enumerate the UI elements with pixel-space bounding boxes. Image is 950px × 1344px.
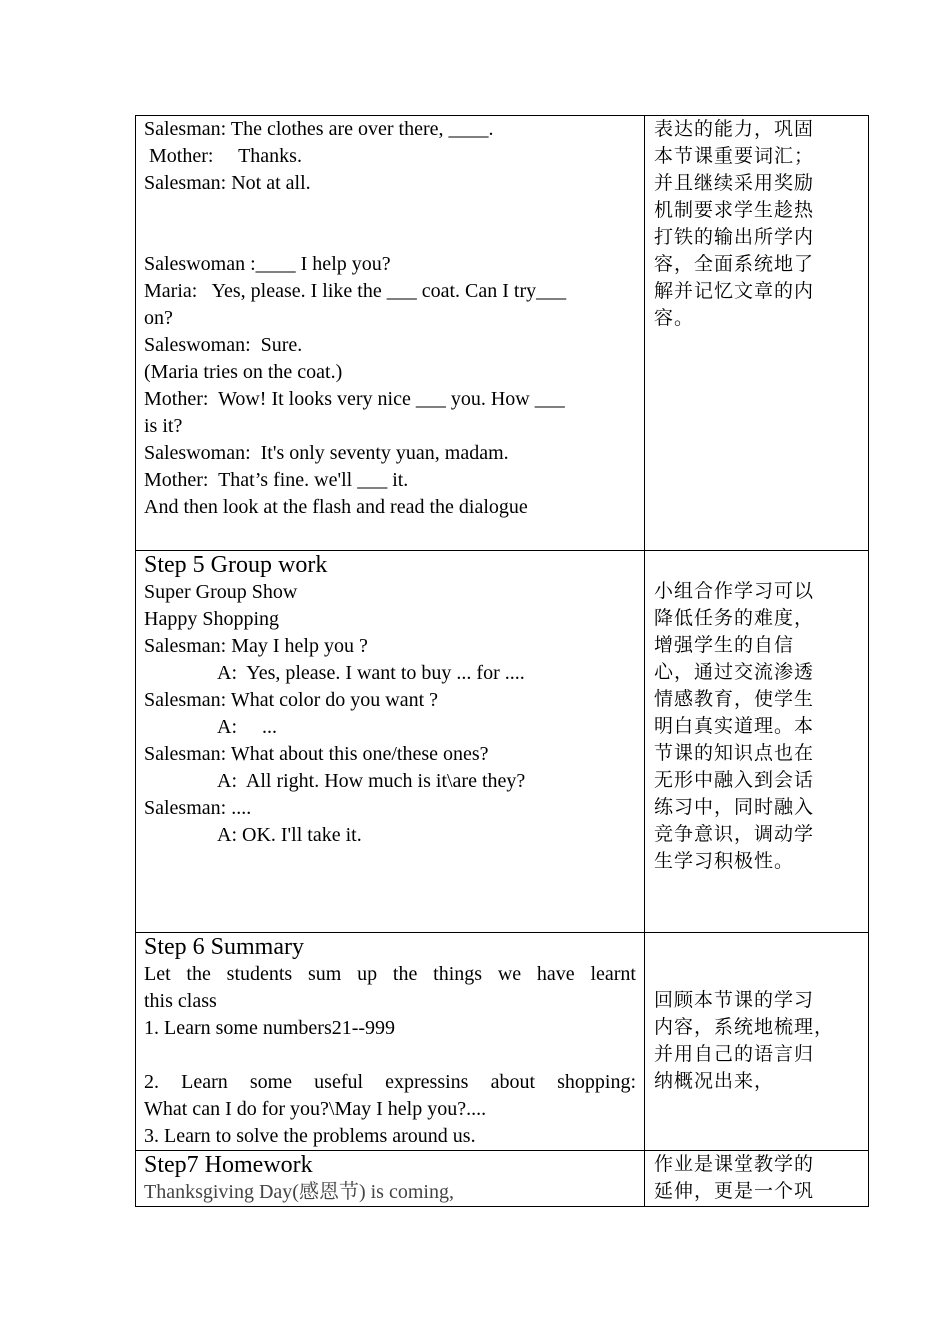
text-line: is it?	[144, 415, 183, 437]
spacer	[654, 551, 860, 578]
text-line: Saleswoman: It's only seventy yuan, madam.	[144, 442, 509, 464]
note-line: 本节课重要词汇；	[654, 145, 815, 167]
text-line: Maria: Yes, please. I like the ___ coat. Can I try___	[144, 280, 567, 302]
text-line: Salesman: The clothes are over there, ____.	[144, 118, 494, 140]
step-heading: Step7 Homework	[144, 1152, 313, 1178]
table-row	[136, 933, 869, 1151]
text-line: Saleswoman: Sure.	[144, 334, 303, 356]
text-line: 2. Learn some useful expressins about shopping:	[144, 1071, 636, 1093]
note-line: 情感教育，使学生	[654, 688, 815, 710]
text-line: A: Yes, please. I want to buy ... for ....	[217, 662, 525, 684]
spacer	[654, 933, 860, 960]
lesson-plan-table	[135, 115, 869, 1207]
notes-cell	[645, 933, 869, 1151]
note-line: 表达的能力，巩固	[654, 118, 815, 140]
text-line: Salesman: What about this one/these ones?	[144, 743, 489, 765]
text-line: Mother: Wow! It looks very nice ___ you. How ___	[144, 388, 565, 410]
spacer	[654, 960, 860, 987]
text-line: Super Group Show	[144, 581, 298, 603]
text-line: Let the students sum up the things we have learnt	[144, 963, 636, 985]
note-line: 机制要求学生趁热	[654, 199, 815, 221]
text-line: Mother: That’s fine. we'll ___ it.	[144, 469, 409, 491]
dialogue-cell	[136, 116, 645, 551]
note-line: 并且继续采用奖励	[654, 172, 815, 194]
note-line: 作业是课堂教学的	[654, 1153, 815, 1175]
note-line: 容，全面系统地了	[654, 253, 815, 275]
note-line: 练习中，同时融入	[654, 796, 815, 818]
text-line: this class	[144, 990, 217, 1012]
step-heading: Step 5 Group work	[144, 552, 328, 578]
summary-cell	[136, 933, 645, 1151]
note-line: 节课的知识点也在	[654, 742, 815, 764]
text-line: Salesman: ....	[144, 797, 252, 819]
note-line: 容。	[654, 307, 695, 329]
step-heading: Step 6 Summary	[144, 934, 304, 960]
homework-cell	[136, 1151, 645, 1207]
text-line: Salesman: Not at all.	[144, 172, 311, 194]
table-row	[136, 1151, 869, 1207]
text-line: A: OK. I'll take it.	[217, 824, 362, 846]
blank-line	[144, 1042, 636, 1069]
group-work-cell	[136, 551, 645, 933]
note-line: 明白真实道理。本	[654, 715, 815, 737]
text-line: Thanksgiving Day(感恩节) is coming,	[144, 1181, 454, 1203]
note-line: 延伸，更是一个巩	[654, 1180, 815, 1202]
text-line: 1. Learn some numbers21--999	[144, 1017, 396, 1039]
text-line: Happy Shopping	[144, 608, 279, 630]
note-line: 竞争意识，调动学	[654, 823, 815, 845]
note-line: 增强学生的自信	[654, 634, 795, 656]
note-line: 并用自己的语言归	[654, 1043, 815, 1065]
text-line: Saleswoman :____ I help you?	[144, 253, 391, 275]
table-row	[136, 551, 869, 933]
note-line: 降低任务的难度，	[654, 607, 815, 629]
text-line: What can I do for you?\May I help you?....	[144, 1098, 487, 1120]
blank-line	[144, 197, 636, 224]
text-line: on?	[144, 307, 173, 329]
text-line: (Maria tries on the coat.)	[144, 361, 343, 383]
note-line: 内容，系统地梳理，	[654, 1016, 835, 1038]
notes-cell	[645, 1151, 869, 1207]
text-line: Salesman: May I help you ?	[144, 635, 368, 657]
notes-cell	[645, 551, 869, 933]
blank-line	[144, 224, 636, 251]
note-line: 打铁的输出所学内	[654, 226, 815, 248]
note-line: 无形中融入到会话	[654, 769, 815, 791]
note-line: 回顾本节课的学习	[654, 989, 815, 1011]
text-line: Salesman: What color do you want ?	[144, 689, 439, 711]
note-line: 心，通过交流渗透	[654, 661, 815, 683]
text-line: And then look at the flash and read the dialogue	[144, 496, 528, 518]
note-line: 解并记忆文章的内	[654, 280, 815, 302]
text-line: 3. Learn to solve the problems around us.	[144, 1125, 476, 1147]
text-line: Mother: Thanks.	[144, 145, 302, 167]
note-line: 小组合作学习可以	[654, 580, 815, 602]
note-line: 生学习积极性。	[654, 850, 795, 872]
text-line: A: ...	[217, 716, 277, 738]
note-line: 纳概况出来，	[654, 1070, 775, 1092]
text-line: A: All right. How much is it\are they?	[217, 770, 526, 792]
notes-cell	[645, 116, 869, 551]
table-row	[136, 116, 869, 551]
